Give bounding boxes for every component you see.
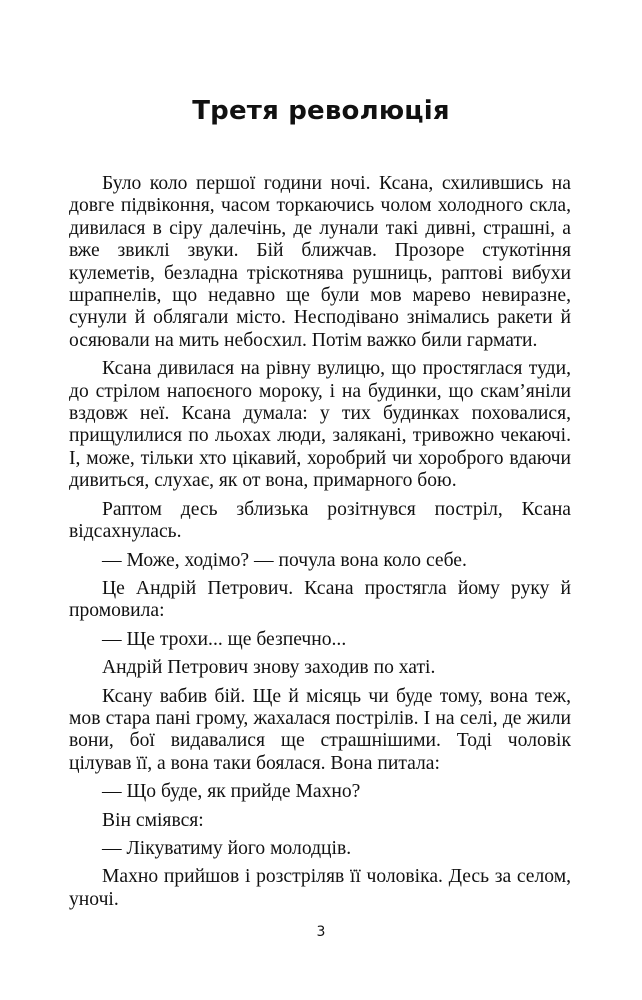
chapter-title: Третя революція [192, 96, 450, 126]
paragraph: Це Андрій Петрович. Ксана простягла йому руку й промовила: [69, 577, 571, 622]
paragraph: Він сміявся: [102, 809, 204, 831]
paragraph: — Лікуватиму його молодців. [102, 837, 352, 859]
paragraph: Махно прийшов і розстріляв її чоловіка. Десь за селом, уночі. [69, 866, 571, 910]
paragraph: Ксана дивилася на рівну вулицю, що простяглася туди, до стрілом напоєного мороку, і на будинки, що скам’яніли вздовж неї. Ксана думала: у тих будинках поховалися, прищулилися по льохах люди, залякані, тривожно чекаючі. І, може, тільки хто цікавий, хоробрий чи хороброго вдаючи дивиться, слухає, як от вона, примарного бою. [69, 358, 571, 492]
paragraph: Ксану вабив бій. Ще й місяць чи буде тому, вона теж, мов стара пані грому, жахалася пострілів. І на селі, де жили вони, бої видавалися ще страшнішими. Тоді чоловік цілував її, а вона таки боялася. Вона питала: [69, 685, 571, 774]
paragraph: — Може, ходімо? — почула вона коло себе. [102, 549, 467, 571]
paragraph: Андрій Петрович знову заходив по хаті. [102, 657, 436, 679]
page-number: 3 [316, 924, 326, 940]
chapter-body [69, 173, 571, 917]
paragraph: Було коло першої години ночі. Ксана, схилившись на довге підвіконня, часом торкаючись чолом холодного скла, дивилася в сіру далечінь, де лунали такі дивні, страшні, а вже звиклі звуки. Бій ближчав. Прозоре стукотіння кулеметів, безладна тріскотнява рушниць, раптові вибухи шрапнелів, що недавно ще були мов марево невиразне, сунули й облягали місто. Несподівано знімались ракети й осяювали на мить небосхил. Потім важко били гармати. [69, 173, 571, 351]
paragraph: Раптом десь зблизька розітнувся постріл, Ксана відсахнулась. [69, 498, 571, 543]
paragraph: — Ще трохи... ще безпечно... [102, 628, 347, 650]
paragraph: — Що буде, як прийде Махно? [102, 781, 361, 803]
